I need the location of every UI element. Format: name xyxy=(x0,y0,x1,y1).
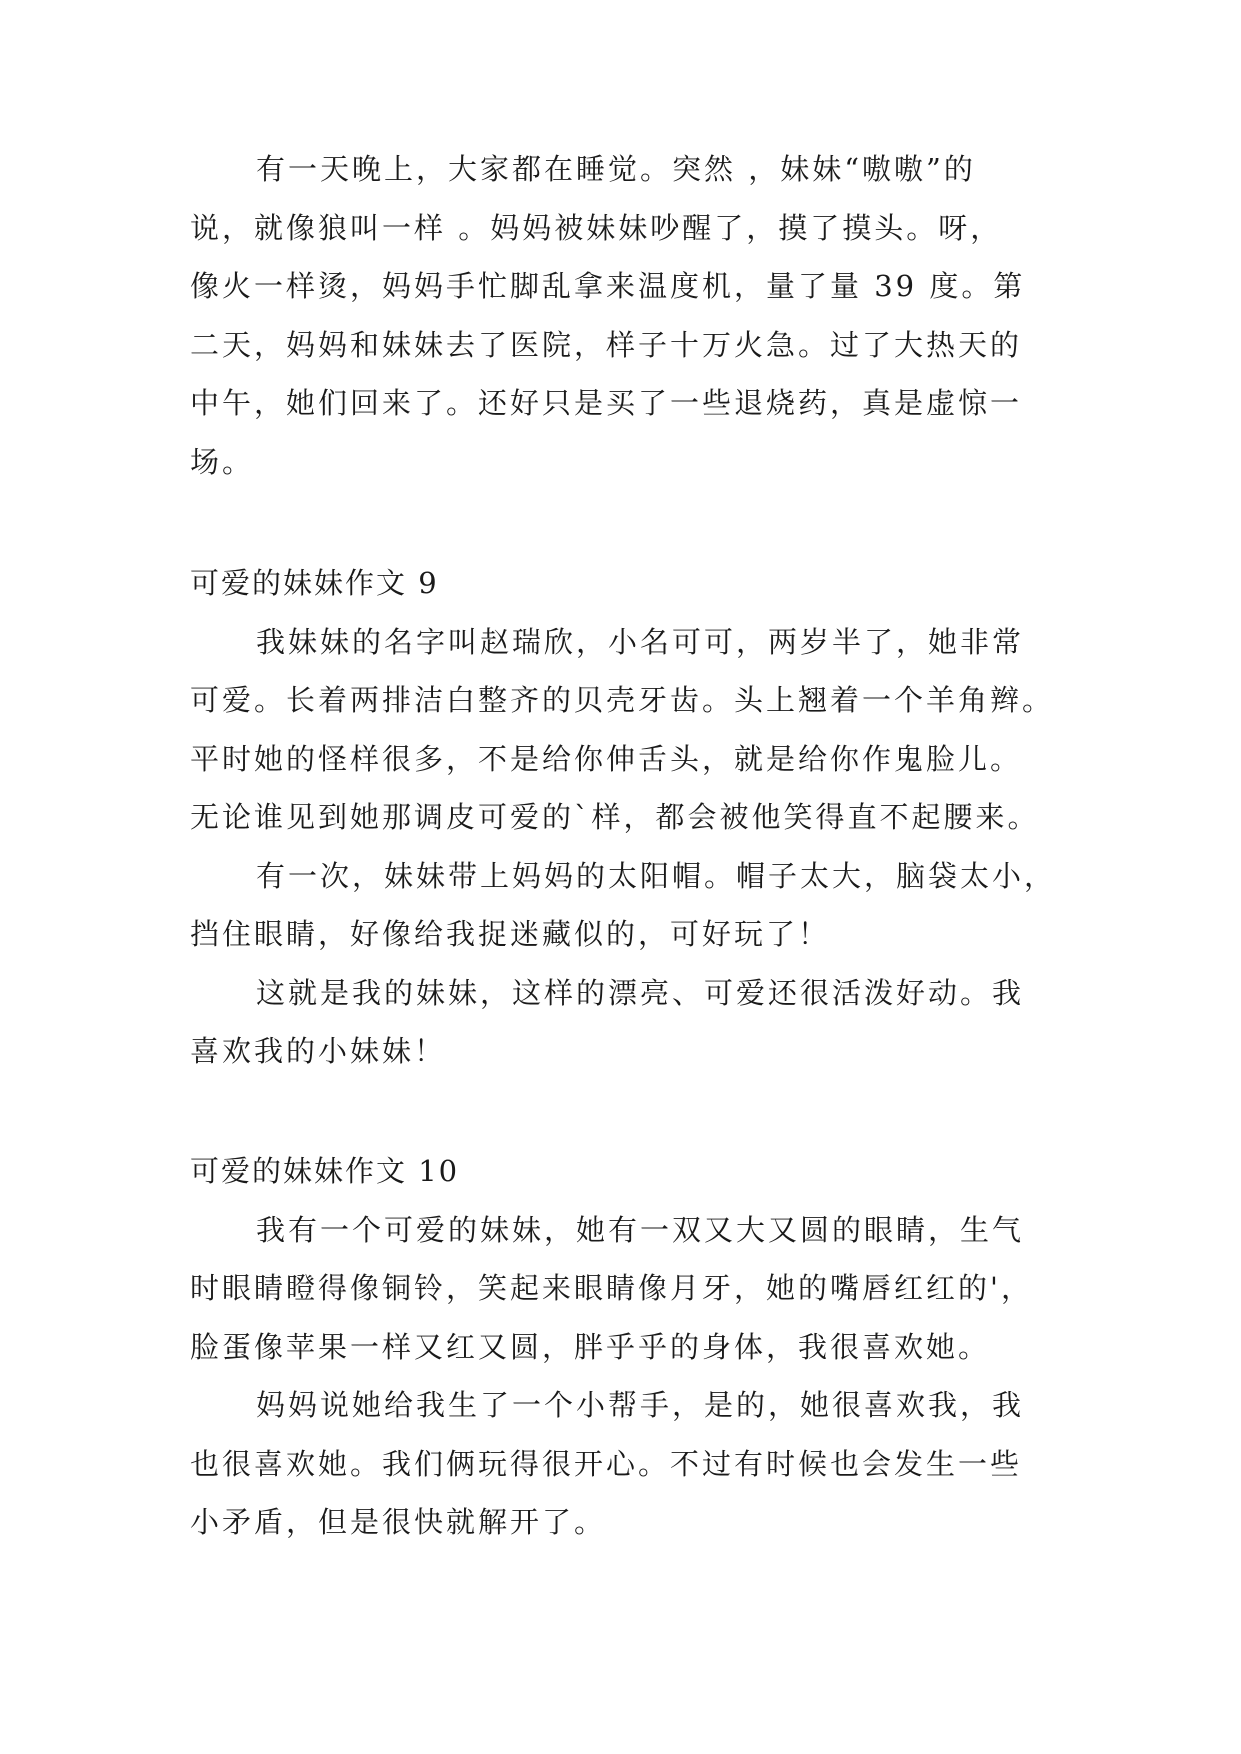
text-line: 妈妈说她给我生了一个小帮手，是的，她很喜欢我，我 xyxy=(256,1388,1025,1422)
text-line: 无论谁见到她那调皮可爱的`样，都会被他笑得直不起腰来。 xyxy=(190,800,1040,834)
text-line: 脸蛋像苹果一样又红又圆，胖乎乎的身体，我很喜欢她。 xyxy=(190,1329,991,1364)
text-line: 有一天晚上，大家都在睡觉。突然 ，妹妹“嗷嗷”的 xyxy=(256,152,976,186)
text-line: 场。 xyxy=(190,444,255,479)
text-line: 可爱。长着两排洁白整齐的贝壳牙齿。头上翘着一个羊角辫。 xyxy=(190,683,1055,717)
text-line: 像火一样烫，妈妈手忙脚乱拿来温度机，量了量 39 度。第 xyxy=(190,269,1026,303)
text-line: 喜欢我的小妹妹！ xyxy=(190,1034,447,1068)
text-line: 也很喜欢她。我们俩玩得很开心。不过有时候也会发生一些 xyxy=(190,1446,1023,1481)
text-line: 挡住眼睛，好像给我捉迷藏似的，可好玩了！ xyxy=(190,917,831,951)
essay-9 xyxy=(190,554,1070,1081)
essay-title: 可爱的妹妹作文 9 xyxy=(190,566,439,600)
text-line: 二天，妈妈和妹妹去了医院，样子十万火急。过了大热天的 xyxy=(190,327,1023,362)
text-line: 时眼睛瞪得像铜铃，笑起来眼睛像月牙，她的嘴唇红红的'， xyxy=(190,1271,1033,1305)
text-line: 中午，她们回来了。还好只是买了一些退烧药，真是虚惊一 xyxy=(190,386,1023,420)
text-line: 小矛盾，但是很快就解开了。 xyxy=(190,1505,607,1539)
text-line: 我有一个可爱的妹妹，她有一双又大又圆的眼睛，生气 xyxy=(256,1212,1025,1247)
text-line: 说，就像狼叫一样 。妈妈被妹妹吵醒了，摸了摸头。呀， xyxy=(190,210,1003,245)
paragraph-fever-story xyxy=(190,140,1070,491)
essay-title: 可爱的妹妹作文 10 xyxy=(190,1154,460,1188)
essay-10 xyxy=(190,1142,1070,1552)
text-line: 我妹妹的名字叫赵瑞欣，小名可可，两岁半了，她非常 xyxy=(256,624,1025,659)
text-line: 这就是我的妹妹，这样的漂亮、可爱还很活泼好动。我 xyxy=(256,975,1025,1010)
text-line: 平时她的怪样很多，不是给你伸舌头，就是给你作鬼脸儿。 xyxy=(190,741,1023,776)
text-line: 有一次，妹妹带上妈妈的太阳帽。帽子太大，脑袋太小， xyxy=(256,858,1057,893)
